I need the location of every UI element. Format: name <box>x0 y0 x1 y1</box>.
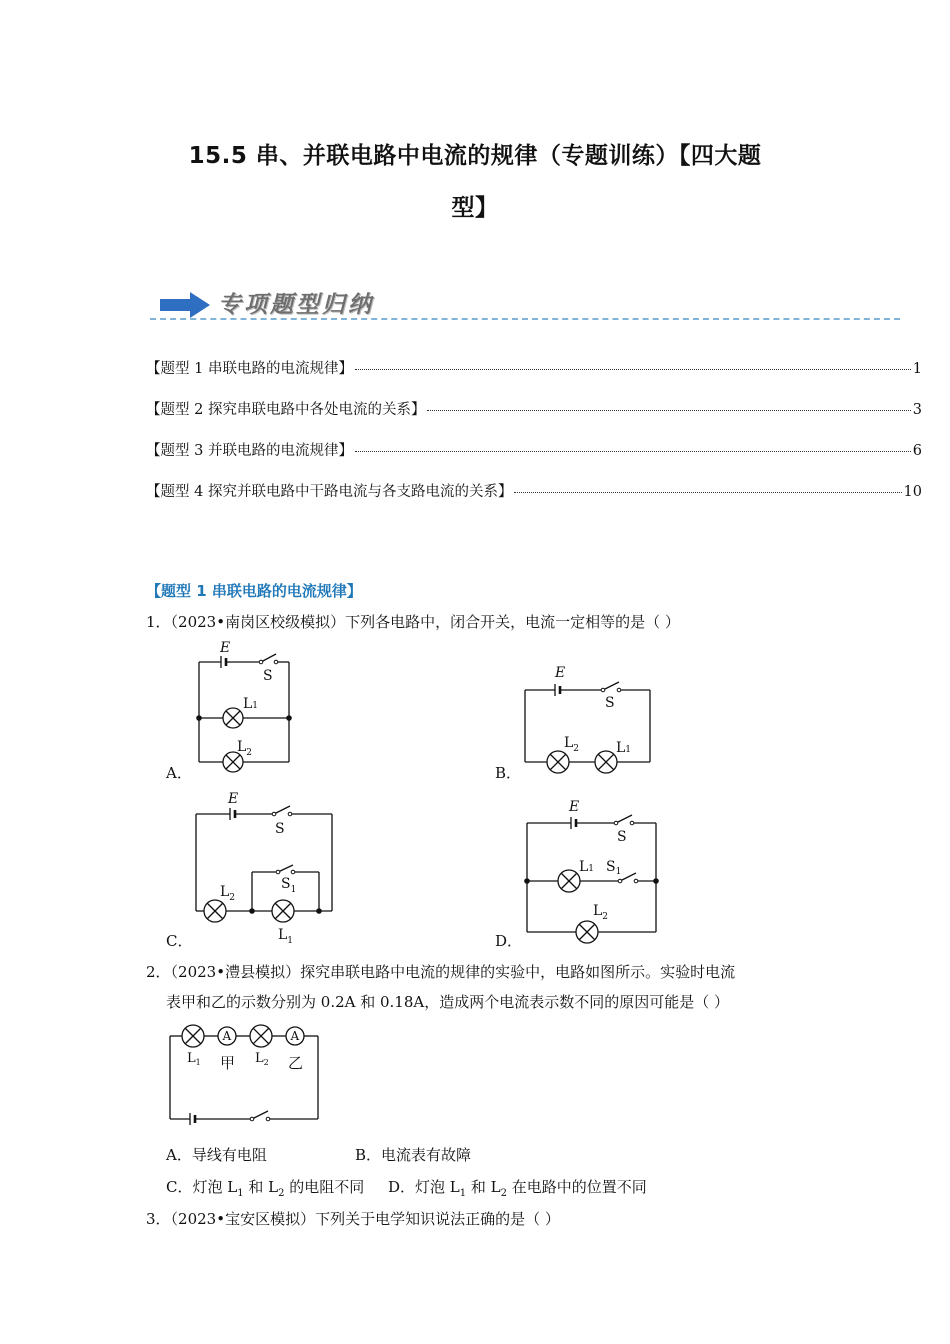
banner-title: 专项题型归纳 <box>218 292 374 318</box>
ammeter-label-jia: 甲 <box>220 1054 236 1072</box>
lamp-label: $L_2$ <box>564 735 580 754</box>
question-1 <box>146 611 680 632</box>
switch-label: $S_1$ <box>606 859 622 877</box>
switch-label: S <box>263 668 273 684</box>
toc-item-label: 【题型 4 探究并联电路中干路电流与各支路电流的关系】 <box>146 484 513 500</box>
switch-label: S <box>617 829 627 845</box>
battery-label: E <box>555 665 566 681</box>
toc-item[interactable] <box>146 480 922 501</box>
ammeter-icon: A <box>222 1029 232 1043</box>
option-a-label[interactable]: A． <box>166 764 192 782</box>
circuit-diagram-c <box>180 786 350 946</box>
lamp-label: $L_2$ <box>220 884 236 903</box>
section-heading: 【题型 1 串联电路的电流规律】 <box>146 582 362 600</box>
option-d[interactable]: D．灯泡 $L_1$ 和 $L_2$ 在电路中的位置不同 <box>388 1178 647 1199</box>
ammeter-icon: A <box>290 1029 300 1043</box>
page-title: 15.5 串、并联电路中电流的规律（专题训练）【四大题 <box>188 143 762 169</box>
banner-divider <box>150 318 900 320</box>
circuit-diagram-d <box>515 795 675 945</box>
circuit-diagram-a <box>185 636 305 776</box>
option-b[interactable]: B．电流表有故障 <box>355 1146 472 1164</box>
question-number: 3． <box>146 1210 171 1228</box>
toc-item-label: 【题型 3 并联电路的电流规律】 <box>146 443 353 459</box>
switch-label: S <box>275 821 285 837</box>
toc-item-page: 6 <box>912 443 922 459</box>
toc-item-label: 【题型 2 探究串联电路中各处电流的关系】 <box>146 402 426 418</box>
lamp-label: L1 <box>579 859 595 875</box>
toc-item[interactable] <box>146 439 922 460</box>
question-2-continued: 表甲和乙的示数分别为 0.2A 和 0.18A，造成两个电流表示数不同的原因可能是（ ） <box>166 993 729 1011</box>
battery-label: E <box>569 799 580 815</box>
toc-leader <box>427 410 910 411</box>
battery-label: E <box>228 791 239 807</box>
lamp-label: L1 <box>243 696 259 712</box>
toc-leader <box>355 451 911 452</box>
option-c-label[interactable]: C． <box>166 932 193 950</box>
question-number: 1． <box>146 613 171 631</box>
toc-leader <box>355 369 911 370</box>
lamp-label: $L_2$ <box>593 903 609 922</box>
toc-item-page: 3 <box>912 402 922 418</box>
question-2 <box>146 961 735 982</box>
question-3 <box>146 1208 560 1229</box>
question-text: （2023•宝安区模拟）下列关于电学知识说法正确的是（ ） <box>170 1210 560 1228</box>
toc-leader <box>514 492 901 493</box>
lamp-label: $L_1$ <box>278 927 294 946</box>
lamp-label: $L_2$ <box>237 739 253 758</box>
question-text: （2023•澧县模拟）探究串联电路中电流的规律的实验中，电路如图所示。实验时电流 <box>170 963 736 981</box>
series-circuit-diagram <box>160 1018 330 1128</box>
page-title-continued: 型】 <box>451 195 499 221</box>
option-d-label[interactable]: D． <box>495 932 523 950</box>
question-text: （2023•南岗区校级模拟）下列各电路中，闭合开关，电流一定相等的是（ ） <box>170 613 680 631</box>
ammeter-label-yi: 乙 <box>288 1054 304 1072</box>
lamp-label: $L_1$ <box>187 1051 201 1067</box>
toc-item-page: 10 <box>903 484 922 500</box>
toc-item[interactable] <box>146 357 922 378</box>
lamp-label: $L_2$ <box>255 1051 269 1067</box>
switch-label: S <box>605 695 615 711</box>
lamp-label: L1 <box>616 740 632 756</box>
toc-item[interactable] <box>146 398 922 419</box>
circuit-diagram-b <box>515 660 665 780</box>
option-a[interactable]: A．导线有电阻 <box>166 1146 267 1164</box>
switch-label: $S_1$ <box>281 876 297 895</box>
option-c[interactable]: C．灯泡 $L_1$ 和 $L_2$ 的电阻不同 <box>166 1178 365 1199</box>
question-number: 2． <box>146 963 171 981</box>
toc-item-label: 【题型 1 串联电路的电流规律】 <box>146 361 353 377</box>
toc-item-page: 1 <box>912 361 922 377</box>
battery-label: E <box>220 640 231 656</box>
option-b-label[interactable]: B． <box>495 764 522 782</box>
